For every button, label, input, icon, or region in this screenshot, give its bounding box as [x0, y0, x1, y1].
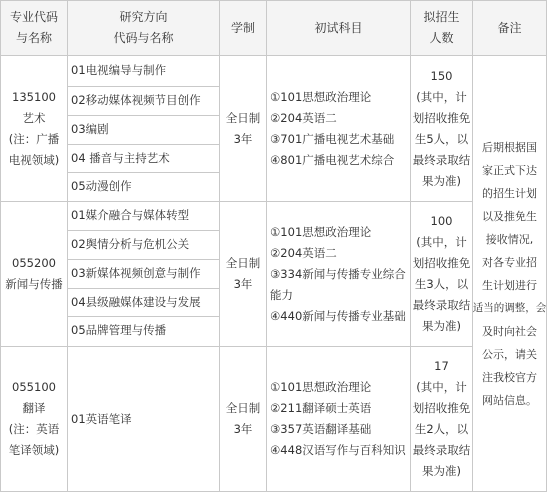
- research-direction: 05动漫创作: [71, 179, 132, 193]
- remark-line: 家正式下达: [482, 163, 537, 177]
- header-research-direction: [68, 1, 219, 55]
- exam-subject: ④448汉语写作与百科知识: [270, 443, 406, 457]
- major-note: 笔译领域): [8, 443, 60, 457]
- research-direction: [68, 347, 219, 491]
- duration-type: 全日制: [225, 401, 261, 415]
- table-border-right: [546, 0, 547, 492]
- duration-years: 3年: [233, 422, 253, 436]
- remark-line: 以及推免生: [482, 209, 537, 223]
- header-text: 备注: [497, 20, 522, 35]
- remark-line: 的招生计划: [482, 186, 537, 200]
- enrollment-note: 最终录取结: [412, 298, 471, 312]
- major-code: 055200: [12, 256, 56, 270]
- research-direction: 04县级融媒体建设与发展: [71, 295, 201, 309]
- enrollment-note: 果为准): [422, 464, 461, 478]
- enrollment-note: 生3人，以: [414, 277, 469, 291]
- enrollment-note: 生2人，以: [414, 422, 469, 436]
- exam-subjects: [267, 202, 410, 346]
- header-text: 代码与名称: [113, 31, 174, 45]
- research-direction: 02移动媒体视频节目创作: [71, 93, 201, 107]
- header-text: 人数: [429, 31, 454, 45]
- study-duration: [220, 56, 266, 201]
- major-code-name: [1, 56, 67, 201]
- duration-type: 全日制: [225, 110, 261, 125]
- exam-subject: ①101思想政治理论: [270, 89, 372, 104]
- research-direction-label: 01英语笔译: [71, 411, 132, 426]
- enrollment-note: 划招收推免: [412, 256, 471, 270]
- remark-line: 接收情况,: [485, 232, 534, 246]
- enrollment-note: (其中，计: [416, 235, 467, 249]
- enrollment-number: 150: [430, 68, 453, 83]
- enrollment-note: (其中，计: [416, 380, 467, 394]
- table-border-bottom: [0, 491, 547, 492]
- research-direction: 03编剧: [71, 122, 109, 136]
- header-duration: [220, 1, 266, 55]
- research-direction: 04 播音与主持艺术: [71, 151, 170, 165]
- header-major-code: [1, 1, 67, 55]
- major-code: 055100: [12, 380, 56, 394]
- exam-subjects: [267, 347, 410, 491]
- enrollment-number: 100: [430, 214, 453, 228]
- remark-line: 注我校官方: [482, 370, 537, 384]
- exam-subject: ②204英语二: [270, 110, 337, 125]
- header-exam-subjects: [267, 1, 410, 55]
- duration-type: 全日制: [225, 256, 261, 270]
- exam-subject: ③357英语翻译基础: [270, 422, 372, 436]
- enrollment-number: 17: [434, 359, 449, 373]
- study-duration: [220, 202, 266, 346]
- major-note: 电视领域): [8, 152, 60, 167]
- header-text: 学制: [230, 20, 255, 35]
- exam-subject: ②211翻译硕士英语: [270, 401, 372, 415]
- enrollment-count: [411, 202, 472, 346]
- enrollment-note: 最终录取结: [412, 152, 471, 167]
- major-note: (注：英语: [8, 422, 60, 436]
- major-code-name: [1, 347, 67, 491]
- enrollment-note: 划招收推免: [412, 110, 471, 125]
- header-text: 初试科目: [314, 20, 363, 35]
- enrollment-note: 果为准): [422, 173, 461, 188]
- exam-subject: ②204英语二: [270, 245, 337, 260]
- enrollment-note: 果为准): [422, 319, 461, 333]
- enrollment-note: (其中，计: [416, 89, 467, 104]
- exam-subject: ③334新闻与传播专业综合: [270, 266, 406, 281]
- header-text: 研究方向: [119, 10, 168, 24]
- major-code: 135100: [12, 89, 56, 104]
- exam-subjects: [267, 56, 410, 201]
- enrollment-note: 最终录取结: [412, 443, 471, 457]
- header-text: 拟招生: [423, 10, 460, 24]
- remark-cell: [473, 56, 546, 491]
- exam-subject: ④801广播电视艺术综合: [270, 152, 395, 167]
- remark-line: 适当的调整，会: [472, 301, 547, 314]
- remark-line: 公示，请关: [482, 347, 537, 361]
- major-note: (注：广播: [8, 131, 60, 146]
- remark-line: 生计划进行: [482, 278, 537, 292]
- exam-subject: ①101思想政治理论: [270, 224, 372, 239]
- major-code-name: [1, 202, 67, 346]
- study-duration: [220, 347, 266, 491]
- research-direction: 02舆情分析与危机公关: [71, 237, 190, 251]
- research-direction: 01电视编导与制作: [71, 63, 167, 77]
- exam-subject: 能力: [270, 287, 293, 302]
- enrollment-note: 划招收推免: [412, 401, 471, 415]
- header-text: 专业代码: [9, 10, 58, 24]
- exam-subject: ④440新闻与传播专业基础: [270, 308, 406, 323]
- enrollment-count: [411, 347, 472, 491]
- exam-subject: ③701广播电视艺术基础: [270, 131, 395, 146]
- header-enrollment: [411, 1, 472, 55]
- remark-line: 及时向社会: [482, 324, 537, 338]
- duration-years: 3年: [233, 277, 253, 291]
- remark-line: 网站信息。: [482, 393, 537, 407]
- research-direction: 01媒介融合与媒体转型: [71, 208, 190, 222]
- remark-line: 对各专业招: [482, 255, 537, 269]
- header-remark: [473, 1, 546, 55]
- major-name: 翻译: [22, 401, 46, 415]
- header-text: 与名称: [15, 31, 52, 45]
- exam-subject: ①101思想政治理论: [270, 380, 372, 394]
- major-name: 艺术: [22, 110, 46, 125]
- enrollment-count: [411, 56, 472, 201]
- duration-years: 3年: [233, 131, 253, 146]
- major-name: 新闻与传播: [5, 277, 63, 291]
- research-direction: 05品牌管理与传播: [71, 323, 167, 337]
- remark-line: 后期根据国: [482, 140, 537, 154]
- enrollment-note: 生5人，以: [414, 131, 469, 146]
- research-direction: 03新媒体视频创意与制作: [71, 266, 201, 280]
